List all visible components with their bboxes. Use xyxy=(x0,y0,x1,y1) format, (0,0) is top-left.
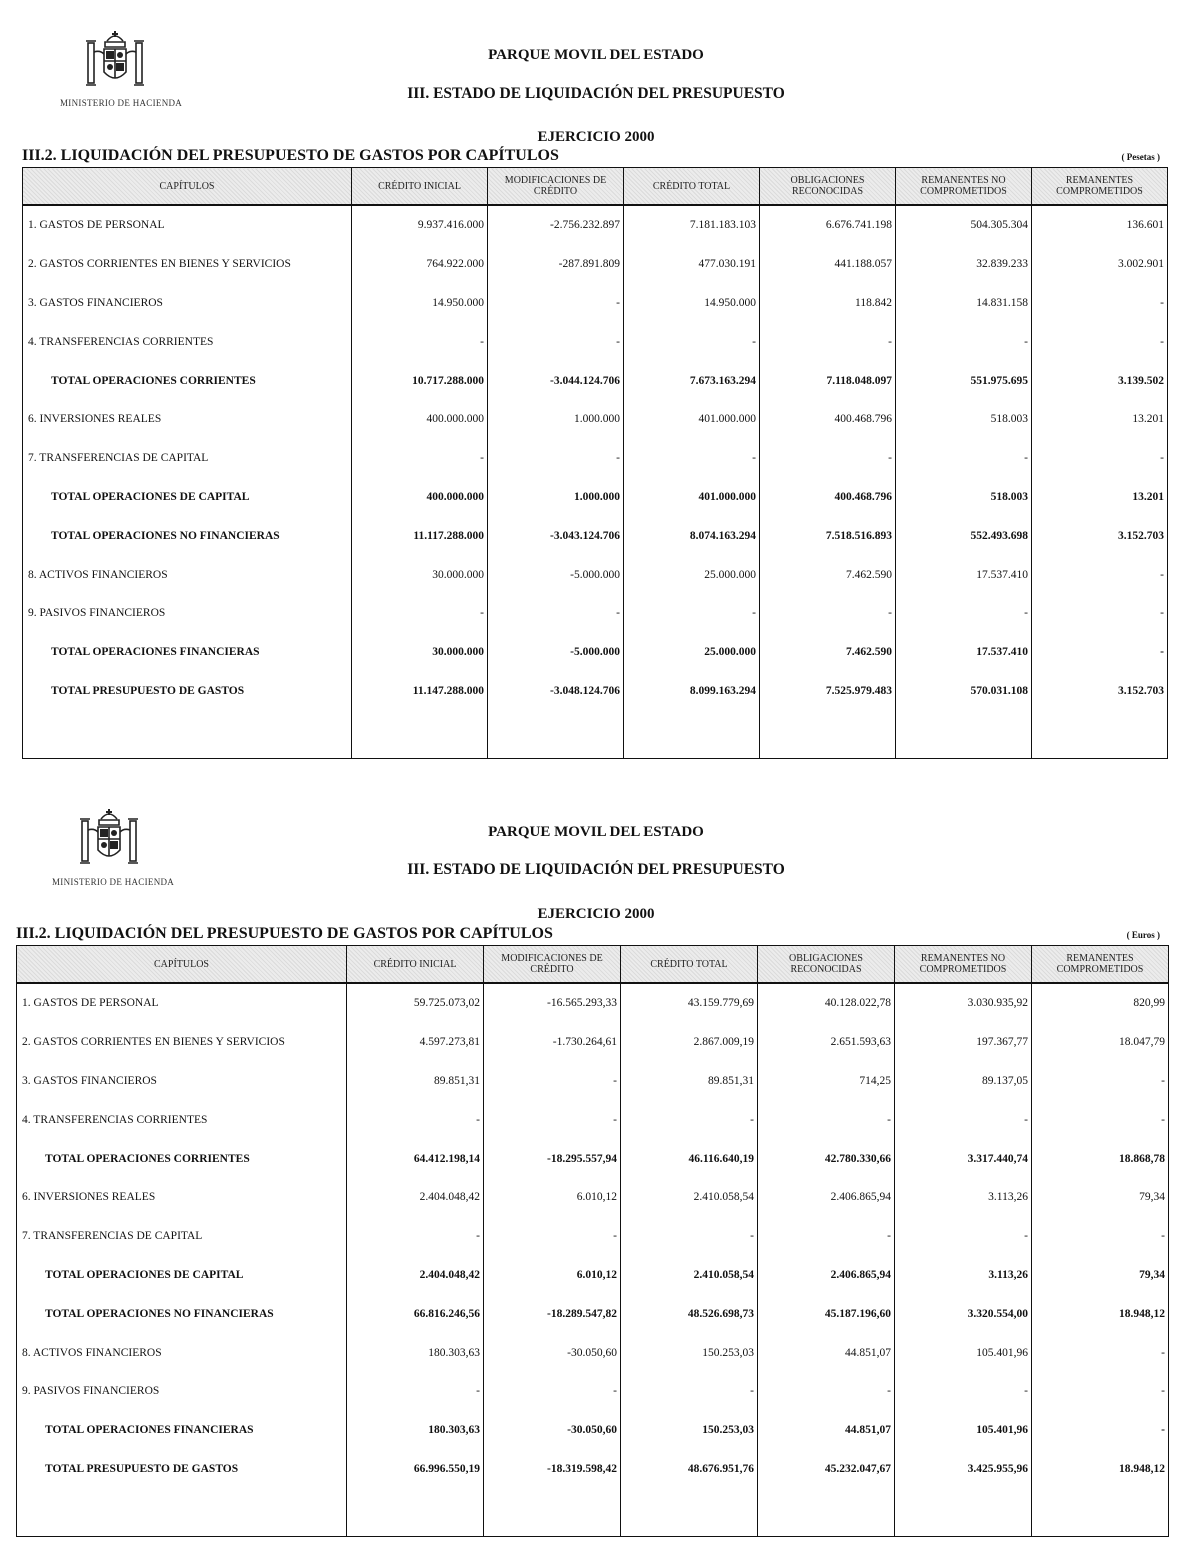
cell-modificaciones: - xyxy=(484,1100,621,1139)
col-header-credito-inicial: CRÉDITO INICIAL xyxy=(352,168,488,206)
cell-credito-total: 48.676.951,76 xyxy=(621,1450,758,1489)
table-body xyxy=(23,205,1168,759)
cell-credito-inicial: - xyxy=(347,1100,484,1139)
cell-credito-total: 8.099.163.294 xyxy=(624,672,760,711)
cell-credito-total: - xyxy=(624,322,760,361)
row-label: 3. GASTOS FINANCIEROS xyxy=(17,1062,347,1101)
cell-credito-total: 43.159.779,69 xyxy=(621,983,758,1023)
cell-remanentes-comprometidos: 13.201 xyxy=(1032,478,1168,517)
table-total-row xyxy=(17,1256,1169,1295)
cell-remanentes-no-comprometidos: 3.425.955,96 xyxy=(895,1450,1032,1489)
row-label: 4. TRANSFERENCIAS CORRIENTES xyxy=(17,1100,347,1139)
currency-unit: ( Pesetas ) xyxy=(1121,152,1160,162)
col-header-capitulos: CAPÍTULOS xyxy=(17,946,347,984)
row-label: 9. PASIVOS FINANCIEROS xyxy=(17,1372,347,1411)
cell-remanentes-no-comprometidos: 552.493.698 xyxy=(896,516,1032,555)
cell-modificaciones: -16.565.293,33 xyxy=(484,983,621,1023)
budget-table-pesetas xyxy=(22,167,1168,759)
cell-credito-inicial: - xyxy=(347,1372,484,1411)
cell-modificaciones: -2.756.232.897 xyxy=(488,205,624,245)
empty-cell xyxy=(624,710,760,759)
cell-modificaciones: -18.289.547,82 xyxy=(484,1294,621,1333)
cell-credito-inicial: 11.147.288.000 xyxy=(352,672,488,711)
table-total-row xyxy=(17,1294,1169,1333)
cell-credito-inicial: 11.117.288.000 xyxy=(352,516,488,555)
cell-credito-inicial: 10.717.288.000 xyxy=(352,361,488,400)
ministry-name: MINISTERIO DE HACIENDA xyxy=(52,877,175,887)
cell-obligaciones: 7.518.516.893 xyxy=(760,516,896,555)
cell-obligaciones: 7.118.048.097 xyxy=(760,361,896,400)
cell-credito-inicial: - xyxy=(352,439,488,478)
cell-obligaciones: 118.842 xyxy=(760,284,896,323)
table-header-row xyxy=(23,168,1168,206)
col-header-obligaciones: OBLIGACIONES RECONOCIDAS xyxy=(758,946,895,984)
row-label: 7. TRANSFERENCIAS DE CAPITAL xyxy=(23,439,352,478)
cell-remanentes-no-comprometidos: 3.317.440,74 xyxy=(895,1139,1032,1178)
cell-remanentes-comprometidos: 13.201 xyxy=(1032,400,1168,439)
report-section-pesetas xyxy=(0,0,1192,770)
cell-obligaciones: 42.780.330,66 xyxy=(758,1139,895,1178)
col-header-credito-total: CRÉDITO TOTAL xyxy=(621,946,758,984)
row-label: 3. GASTOS FINANCIEROS xyxy=(23,284,352,323)
col-header-modificaciones: MODIFICACIONES DE CRÉDITO xyxy=(488,168,624,206)
cell-remanentes-comprometidos: - xyxy=(1032,594,1168,633)
cell-modificaciones: - xyxy=(488,439,624,478)
col-header-modificaciones: MODIFICACIONES DE CRÉDITO xyxy=(484,946,621,984)
cell-obligaciones: - xyxy=(760,322,896,361)
cell-remanentes-comprometidos: 3.002.901 xyxy=(1032,245,1168,284)
cell-remanentes-comprometidos: 79,34 xyxy=(1032,1256,1169,1295)
table-body xyxy=(17,983,1169,1537)
row-label: 7. TRANSFERENCIAS DE CAPITAL xyxy=(17,1217,347,1256)
cell-remanentes-comprometidos: 3.152.703 xyxy=(1032,516,1168,555)
cell-credito-total: 2.410.058,54 xyxy=(621,1178,758,1217)
cell-credito-total: 2.410.058,54 xyxy=(621,1256,758,1295)
cell-credito-inicial: 30.000.000 xyxy=(352,555,488,594)
cell-modificaciones: -30.050,60 xyxy=(484,1333,621,1372)
empty-cell xyxy=(347,1488,484,1537)
cell-remanentes-no-comprometidos: 17.537.410 xyxy=(896,555,1032,594)
row-label: TOTAL OPERACIONES DE CAPITAL xyxy=(23,478,352,517)
cell-credito-inicial: 9.937.416.000 xyxy=(352,205,488,245)
cell-credito-total: - xyxy=(624,439,760,478)
cell-modificaciones: -1.730.264,61 xyxy=(484,1023,621,1062)
cell-remanentes-no-comprometidos: 89.137,05 xyxy=(895,1062,1032,1101)
cell-remanentes-no-comprometidos: 3.113,26 xyxy=(895,1178,1032,1217)
cell-credito-total: 150.253,03 xyxy=(621,1333,758,1372)
cell-remanentes-comprometidos: 79,34 xyxy=(1032,1178,1169,1217)
cell-modificaciones: - xyxy=(488,322,624,361)
cell-obligaciones: 714,25 xyxy=(758,1062,895,1101)
cell-credito-total: 25.000.000 xyxy=(624,555,760,594)
cell-credito-total: - xyxy=(621,1372,758,1411)
cell-remanentes-no-comprometidos: - xyxy=(895,1372,1032,1411)
cell-credito-total: 89.851,31 xyxy=(621,1062,758,1101)
cell-obligaciones: 2.406.865,94 xyxy=(758,1256,895,1295)
cell-credito-total: 25.000.000 xyxy=(624,633,760,672)
cell-remanentes-comprometidos: 18.948,12 xyxy=(1032,1294,1169,1333)
cell-remanentes-comprometidos: - xyxy=(1032,1411,1169,1450)
cell-credito-inicial: 66.996.550,19 xyxy=(347,1450,484,1489)
table-row xyxy=(17,1023,1169,1062)
cell-credito-inicial: 89.851,31 xyxy=(347,1062,484,1101)
col-header-remanentes-comprometidos: REMANENTES COMPROMETIDOS xyxy=(1032,946,1169,984)
cell-credito-inicial: - xyxy=(347,1217,484,1256)
row-label: TOTAL OPERACIONES NO FINANCIERAS xyxy=(23,516,352,555)
cell-remanentes-no-comprometidos: - xyxy=(896,594,1032,633)
cell-obligaciones: 2.651.593,63 xyxy=(758,1023,895,1062)
cell-credito-inicial: 764.922.000 xyxy=(352,245,488,284)
cell-remanentes-no-comprometidos: 105.401,96 xyxy=(895,1333,1032,1372)
cell-credito-inicial: 66.816.246,56 xyxy=(347,1294,484,1333)
table-total-row xyxy=(23,672,1168,711)
table-row xyxy=(17,983,1169,1023)
row-label: 9. PASIVOS FINANCIEROS xyxy=(23,594,352,633)
currency-unit: ( Euros ) xyxy=(1126,930,1160,940)
table-row xyxy=(23,594,1168,633)
table-header-row xyxy=(17,946,1169,984)
table-row xyxy=(23,205,1168,245)
col-header-capitulos: CAPÍTULOS xyxy=(23,168,352,206)
cell-remanentes-comprometidos: - xyxy=(1032,1372,1169,1411)
cell-obligaciones: 441.188.057 xyxy=(760,245,896,284)
cell-obligaciones: - xyxy=(760,594,896,633)
row-label: 8. ACTIVOS FINANCIEROS xyxy=(23,555,352,594)
cell-remanentes-no-comprometidos: - xyxy=(896,322,1032,361)
cell-remanentes-comprometidos: - xyxy=(1032,1333,1169,1372)
cell-modificaciones: -5.000.000 xyxy=(488,555,624,594)
cell-obligaciones: 7.462.590 xyxy=(760,633,896,672)
cell-remanentes-comprometidos: 136.601 xyxy=(1032,205,1168,245)
cell-credito-total: - xyxy=(621,1100,758,1139)
cell-credito-total: 48.526.698,73 xyxy=(621,1294,758,1333)
cell-modificaciones: -18.319.598,42 xyxy=(484,1450,621,1489)
cell-credito-inicial: 14.950.000 xyxy=(352,284,488,323)
table-total-row xyxy=(23,633,1168,672)
cell-remanentes-comprometidos: 18.868,78 xyxy=(1032,1139,1169,1178)
cell-obligaciones: 400.468.796 xyxy=(760,478,896,517)
table-footer-spacer xyxy=(17,1488,1169,1537)
cell-remanentes-no-comprometidos: 3.113,26 xyxy=(895,1256,1032,1295)
cell-modificaciones: 6.010,12 xyxy=(484,1256,621,1295)
row-label: TOTAL OPERACIONES DE CAPITAL xyxy=(17,1256,347,1295)
cell-modificaciones: -18.295.557,94 xyxy=(484,1139,621,1178)
cell-credito-total: 7.181.183.103 xyxy=(624,205,760,245)
cell-credito-inicial: 180.303,63 xyxy=(347,1333,484,1372)
table-row xyxy=(23,555,1168,594)
row-label: 6. INVERSIONES REALES xyxy=(17,1178,347,1217)
empty-cell xyxy=(488,710,624,759)
col-header-credito-total: CRÉDITO TOTAL xyxy=(624,168,760,206)
table-total-row xyxy=(23,478,1168,517)
table-total-row xyxy=(17,1450,1169,1489)
statement-title: III. ESTADO DE LIQUIDACIÓN DEL PRESUPUESTO xyxy=(407,861,785,878)
cell-credito-total: 150.253,03 xyxy=(621,1411,758,1450)
cell-modificaciones: 6.010,12 xyxy=(484,1178,621,1217)
cell-modificaciones: - xyxy=(484,1372,621,1411)
cell-credito-total: 477.030.191 xyxy=(624,245,760,284)
cell-credito-total: 7.673.163.294 xyxy=(624,361,760,400)
cell-remanentes-comprometidos: - xyxy=(1032,1062,1169,1101)
cell-credito-total: - xyxy=(624,594,760,633)
row-label: TOTAL PRESUPUESTO DE GASTOS xyxy=(17,1450,347,1489)
table-total-row xyxy=(17,1411,1169,1450)
table-total-row xyxy=(23,361,1168,400)
cell-remanentes-comprometidos: - xyxy=(1032,633,1168,672)
cell-credito-inicial: 59.725.073,02 xyxy=(347,983,484,1023)
cell-modificaciones: -5.000.000 xyxy=(488,633,624,672)
exercise-year: EJERCICIO 2000 xyxy=(537,906,655,922)
table-row xyxy=(23,400,1168,439)
empty-cell xyxy=(621,1488,758,1537)
cell-remanentes-no-comprometidos: 197.367,77 xyxy=(895,1023,1032,1062)
table-row xyxy=(23,322,1168,361)
table-total-row xyxy=(17,1139,1169,1178)
cell-credito-inicial: - xyxy=(352,594,488,633)
cell-obligaciones: 2.406.865,94 xyxy=(758,1178,895,1217)
cell-credito-inicial: 2.404.048,42 xyxy=(347,1178,484,1217)
cell-modificaciones: -3.043.124.706 xyxy=(488,516,624,555)
col-header-remanentes-comprometidos: REMANENTES COMPROMETIDOS xyxy=(1032,168,1168,206)
empty-cell xyxy=(895,1488,1032,1537)
table-row xyxy=(23,284,1168,323)
empty-cell xyxy=(1032,710,1168,759)
cell-credito-inicial: 400.000.000 xyxy=(352,478,488,517)
cell-remanentes-no-comprometidos: 105.401,96 xyxy=(895,1411,1032,1450)
row-label: TOTAL OPERACIONES CORRIENTES xyxy=(17,1139,347,1178)
table-subtitle: III.2. LIQUIDACIÓN DEL PRESUPUESTO DE GASTOS POR CAPÍTULOS xyxy=(22,147,559,164)
table-row xyxy=(17,1178,1169,1217)
row-label: TOTAL OPERACIONES FINANCIERAS xyxy=(17,1411,347,1450)
cell-credito-total: 2.867.009,19 xyxy=(621,1023,758,1062)
cell-remanentes-comprometidos: 3.152.703 xyxy=(1032,672,1168,711)
table-subtitle: III.2. LIQUIDACIÓN DEL PRESUPUESTO DE GASTOS POR CAPÍTULOS xyxy=(16,925,553,942)
cell-remanentes-no-comprometidos: 3.320.554,00 xyxy=(895,1294,1032,1333)
table-footer-spacer xyxy=(23,710,1168,759)
table-row xyxy=(17,1100,1169,1139)
cell-credito-total: - xyxy=(621,1217,758,1256)
cell-remanentes-no-comprometidos: 570.031.108 xyxy=(896,672,1032,711)
cell-obligaciones: 6.676.741.198 xyxy=(760,205,896,245)
cell-remanentes-comprometidos: - xyxy=(1032,555,1168,594)
row-label: 4. TRANSFERENCIAS CORRIENTES xyxy=(23,322,352,361)
cell-remanentes-comprometidos: 18.948,12 xyxy=(1032,1450,1169,1489)
cell-obligaciones: 45.232.047,67 xyxy=(758,1450,895,1489)
cell-modificaciones: -287.891.809 xyxy=(488,245,624,284)
cell-credito-total: 401.000.000 xyxy=(624,400,760,439)
cell-remanentes-comprometidos: 3.139.502 xyxy=(1032,361,1168,400)
cell-modificaciones: 1.000.000 xyxy=(488,478,624,517)
cell-credito-inicial: 2.404.048,42 xyxy=(347,1256,484,1295)
cell-remanentes-no-comprometidos: - xyxy=(896,439,1032,478)
cell-remanentes-comprometidos: 820,99 xyxy=(1032,983,1169,1023)
cell-remanentes-no-comprometidos: 32.839.233 xyxy=(896,245,1032,284)
row-label: TOTAL PRESUPUESTO DE GASTOS xyxy=(23,672,352,711)
row-label: 1. GASTOS DE PERSONAL xyxy=(17,983,347,1023)
col-header-remanentes-no-comprometidos: REMANENTES NO COMPROMETIDOS xyxy=(895,946,1032,984)
row-label: TOTAL OPERACIONES CORRIENTES xyxy=(23,361,352,400)
cell-remanentes-comprometidos: - xyxy=(1032,284,1168,323)
cell-remanentes-comprometidos: - xyxy=(1032,322,1168,361)
col-header-credito-inicial: CRÉDITO INICIAL xyxy=(347,946,484,984)
cell-modificaciones: - xyxy=(484,1062,621,1101)
empty-cell xyxy=(760,710,896,759)
empty-cell xyxy=(23,710,352,759)
cell-remanentes-comprometidos: - xyxy=(1032,1217,1169,1256)
table-row xyxy=(23,245,1168,284)
cell-obligaciones: 44.851,07 xyxy=(758,1333,895,1372)
cell-remanentes-no-comprometidos: 518.003 xyxy=(896,400,1032,439)
row-label: TOTAL OPERACIONES FINANCIERAS xyxy=(23,633,352,672)
cell-credito-inicial: 64.412.198,14 xyxy=(347,1139,484,1178)
cell-obligaciones: - xyxy=(758,1100,895,1139)
col-header-remanentes-no-comprometidos: REMANENTES NO COMPROMETIDOS xyxy=(896,168,1032,206)
cell-credito-inicial: - xyxy=(352,322,488,361)
cell-modificaciones: 1.000.000 xyxy=(488,400,624,439)
row-label: 2. GASTOS CORRIENTES EN BIENES Y SERVICIOS xyxy=(23,245,352,284)
cell-credito-total: 401.000.000 xyxy=(624,478,760,517)
cell-remanentes-no-comprometidos: 3.030.935,92 xyxy=(895,983,1032,1023)
cell-obligaciones: 40.128.022,78 xyxy=(758,983,895,1023)
table-total-row xyxy=(23,516,1168,555)
cell-remanentes-no-comprometidos: 17.537.410 xyxy=(896,633,1032,672)
empty-cell xyxy=(896,710,1032,759)
row-label: 8. ACTIVOS FINANCIEROS xyxy=(17,1333,347,1372)
cell-credito-inicial: 180.303,63 xyxy=(347,1411,484,1450)
entity-title: PARQUE MOVIL DEL ESTADO xyxy=(488,47,704,63)
cell-remanentes-no-comprometidos: - xyxy=(895,1100,1032,1139)
cell-obligaciones: 7.462.590 xyxy=(760,555,896,594)
cell-modificaciones: -3.048.124.706 xyxy=(488,672,624,711)
cell-obligaciones: 7.525.979.483 xyxy=(760,672,896,711)
cell-remanentes-no-comprometidos: 551.975.695 xyxy=(896,361,1032,400)
ministry-name: MINISTERIO DE HACIENDA xyxy=(60,98,183,108)
empty-cell xyxy=(758,1488,895,1537)
empty-cell xyxy=(17,1488,347,1537)
cell-remanentes-comprometidos: 18.047,79 xyxy=(1032,1023,1169,1062)
empty-cell xyxy=(1032,1488,1169,1537)
cell-remanentes-no-comprometidos: 504.305.304 xyxy=(896,205,1032,245)
row-label: 1. GASTOS DE PERSONAL xyxy=(23,205,352,245)
entity-title: PARQUE MOVIL DEL ESTADO xyxy=(488,824,704,840)
empty-cell xyxy=(352,710,488,759)
cell-obligaciones: - xyxy=(758,1217,895,1256)
statement-title: III. ESTADO DE LIQUIDACIÓN DEL PRESUPUESTO xyxy=(407,85,785,102)
cell-modificaciones: - xyxy=(484,1217,621,1256)
cell-modificaciones: -3.044.124.706 xyxy=(488,361,624,400)
cell-remanentes-comprometidos: - xyxy=(1032,439,1168,478)
budget-table-euros xyxy=(16,945,1169,1537)
cell-obligaciones: - xyxy=(760,439,896,478)
col-header-obligaciones: OBLIGACIONES RECONOCIDAS xyxy=(760,168,896,206)
row-label: 6. INVERSIONES REALES xyxy=(23,400,352,439)
table-row xyxy=(17,1372,1169,1411)
table-row xyxy=(17,1217,1169,1256)
cell-remanentes-no-comprometidos: 518.003 xyxy=(896,478,1032,517)
exercise-year: EJERCICIO 2000 xyxy=(537,129,655,145)
cell-credito-total: 14.950.000 xyxy=(624,284,760,323)
cell-credito-total: 46.116.640,19 xyxy=(621,1139,758,1178)
cell-credito-total: 8.074.163.294 xyxy=(624,516,760,555)
cell-modificaciones: - xyxy=(488,594,624,633)
empty-cell xyxy=(484,1488,621,1537)
cell-credito-inicial: 400.000.000 xyxy=(352,400,488,439)
cell-remanentes-no-comprometidos: 14.831.158 xyxy=(896,284,1032,323)
cell-remanentes-no-comprometidos: - xyxy=(895,1217,1032,1256)
cell-remanentes-comprometidos: - xyxy=(1032,1100,1169,1139)
coat-of-arms-icon xyxy=(74,806,144,870)
cell-credito-inicial: 30.000.000 xyxy=(352,633,488,672)
row-label: TOTAL OPERACIONES NO FINANCIERAS xyxy=(17,1294,347,1333)
cell-modificaciones: -30.050,60 xyxy=(484,1411,621,1450)
cell-obligaciones: - xyxy=(758,1372,895,1411)
table-row xyxy=(23,439,1168,478)
cell-obligaciones: 45.187.196,60 xyxy=(758,1294,895,1333)
row-label: 2. GASTOS CORRIENTES EN BIENES Y SERVICIOS xyxy=(17,1023,347,1062)
cell-obligaciones: 400.468.796 xyxy=(760,400,896,439)
cell-credito-inicial: 4.597.273,81 xyxy=(347,1023,484,1062)
table-row xyxy=(17,1062,1169,1101)
table-row xyxy=(17,1333,1169,1372)
cell-modificaciones: - xyxy=(488,284,624,323)
cell-obligaciones: 44.851,07 xyxy=(758,1411,895,1450)
